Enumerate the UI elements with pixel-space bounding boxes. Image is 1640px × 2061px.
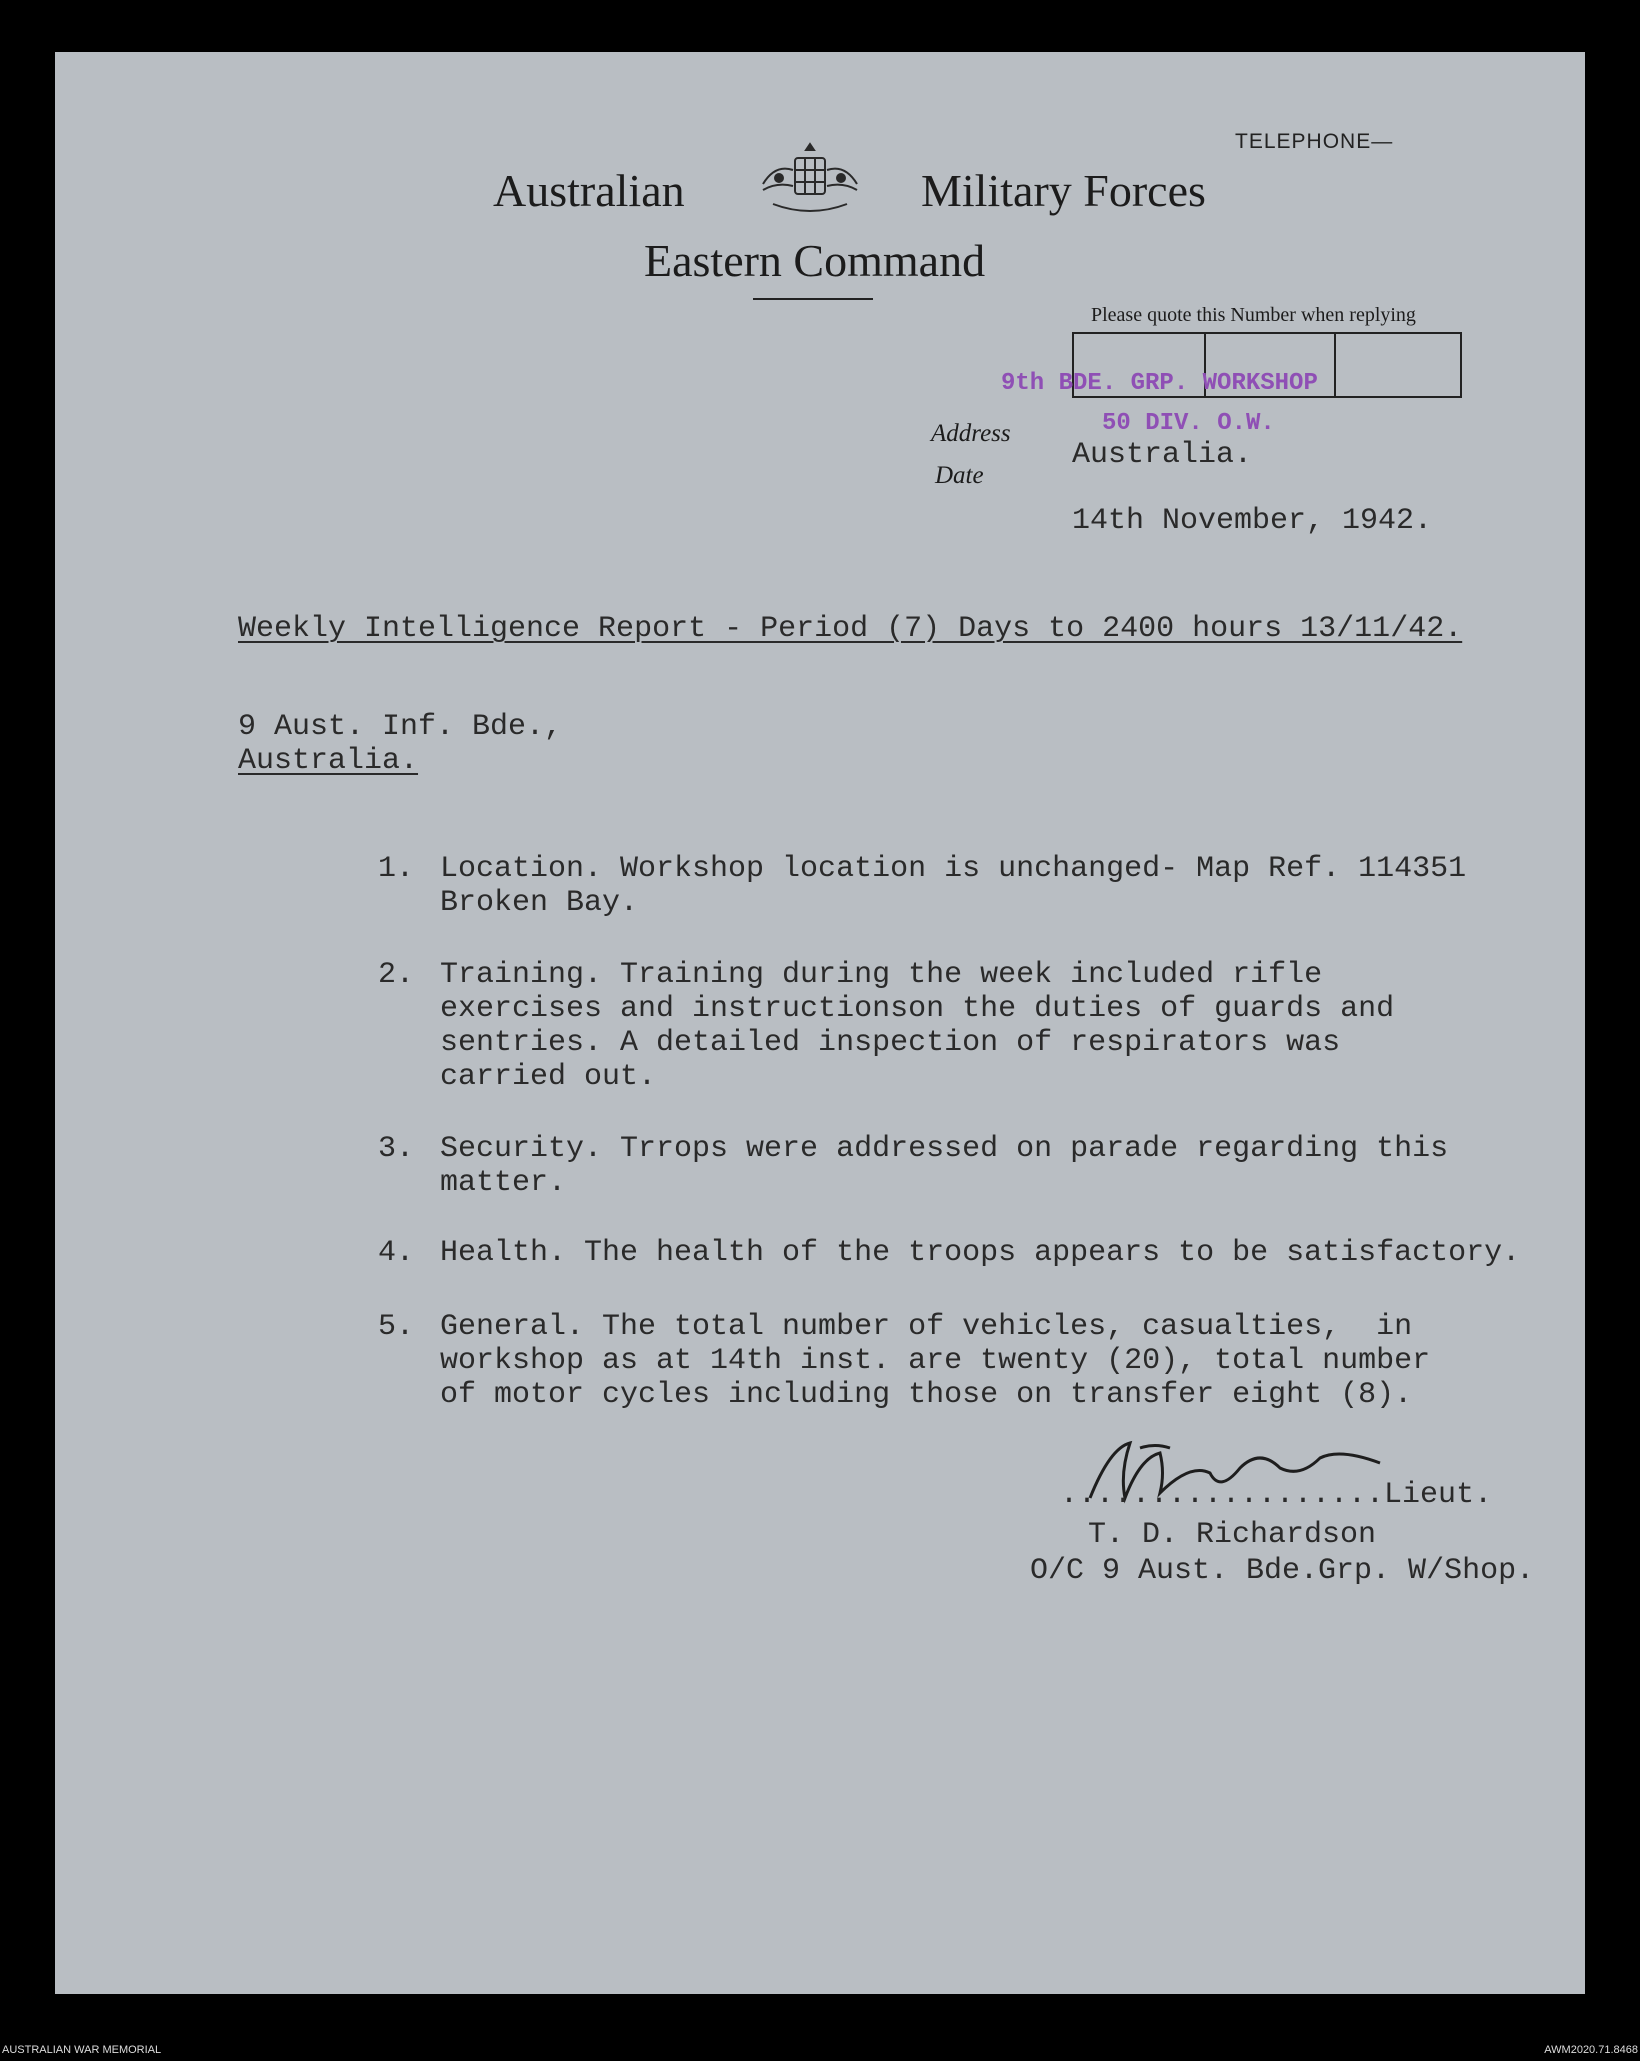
- address-value: Australia.: [1072, 438, 1253, 472]
- paragraph-number: 4.: [378, 1236, 415, 1270]
- letterhead-military-forces: Military Forces: [921, 165, 1206, 216]
- recipient-line2: Australia.: [238, 744, 419, 778]
- quote-number-note: Please quote this Number when replying: [1091, 304, 1416, 326]
- telephone-label: TELEPHONE—: [1235, 130, 1394, 153]
- unit-stamp-line2: 50 DIV. O.W.: [1102, 410, 1275, 437]
- paragraph-number: 3.: [378, 1132, 415, 1166]
- paragraph-number: 1.: [378, 852, 415, 886]
- signatory-name: T. D. Richardson: [1088, 1518, 1377, 1552]
- recipient-line1: 9 Aust. Inf. Bde.,: [238, 710, 563, 744]
- signatory-role: O/C 9 Aust. Bde.Grp. W/Shop.: [1030, 1554, 1535, 1588]
- footer-institution: AUSTRALIAN WAR MEMORIAL: [2, 2044, 162, 2056]
- paragraph-number: 5.: [378, 1310, 415, 1344]
- letterhead-australian: Australian: [493, 165, 685, 216]
- unit-stamp-line1: 9th BDE. GRP. WORKSHOP: [1001, 370, 1318, 397]
- date-value: 14th November, 1942.: [1072, 504, 1433, 538]
- signature-dotted-line: ..................Lieut.: [1060, 1478, 1493, 1512]
- paragraph-general: General. The total number of vehicles, casualties, in workshop as at 14th inst. are twenty (20), total number of motor cycles including those on transfer eight (8).: [440, 1310, 1431, 1412]
- paragraph-training: Training. Training during the week included rifle exercises and instructionson the duties of guards and sentries. A detailed inspection of respirators was carried out.: [440, 958, 1395, 1094]
- header-rule: [753, 298, 873, 300]
- paragraph-location: Location. Workshop location is unchanged- Map Ref. 114351 Broken Bay.: [440, 852, 1467, 920]
- document-page: [55, 52, 1585, 1994]
- footer-accession-number: AWM2020.71.8468: [1544, 2044, 1638, 2056]
- date-label: Date: [935, 462, 984, 489]
- paragraph-health: Health. The health of the troops appears to be satisfactory.: [440, 1236, 1521, 1270]
- paragraph-security: Security. Trrops were addressed on parade regarding this matter.: [440, 1132, 1449, 1200]
- report-title: Weekly Intelligence Report - Period (7) Days to 2400 hours 13/11/42.: [238, 612, 1463, 646]
- letterhead-eastern-command: Eastern Command: [644, 235, 986, 286]
- address-label: Address: [931, 420, 1011, 447]
- paragraph-number: 2.: [378, 958, 415, 992]
- coat-of-arms-icon: [755, 140, 865, 225]
